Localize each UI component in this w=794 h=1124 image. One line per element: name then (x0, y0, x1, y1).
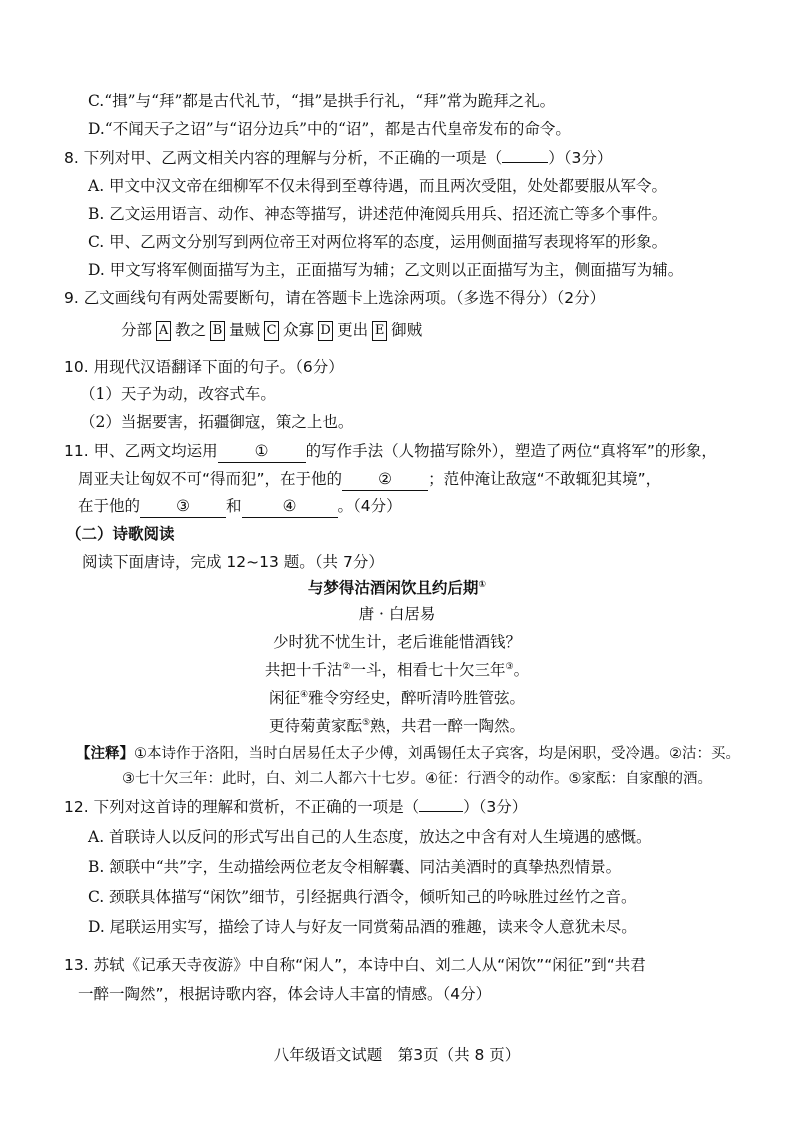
poem-note-5: ⑤ (361, 717, 371, 728)
q9-choice-d[interactable]: D (318, 321, 333, 341)
q11-text-1: 11. 甲、乙两文均运用 (64, 442, 218, 460)
q8-stem-score: ）（3分） (548, 149, 613, 167)
q11-blank-4[interactable]: ④ (242, 495, 338, 518)
q11-line-1 (64, 440, 717, 463)
q13-line-2: 一醉一陶然”，根据诗歌内容，体会诗人丰富的情感。（4分） (78, 985, 492, 1003)
q9-sentence (120, 319, 423, 341)
q11-blank-3[interactable]: ③ (140, 495, 226, 518)
q9-choice-c[interactable]: C (264, 321, 279, 341)
q11-text-2: 的写作手法（人物描写除外），塑造了两位“真将军”的形象， (305, 442, 717, 460)
poem-line-4a: 更待菊黄家酝 (268, 717, 362, 735)
poem-line-4b: 熟，共君一醉一陶然。 (370, 717, 526, 735)
poem-line-3a: 闲征 (268, 689, 300, 707)
notes-text-1: ①本诗作于洛阳，当时白居易任太子少傅，刘禹锡任太子宾客，均是闲职，受冷遇。②沽：买。 (134, 746, 740, 762)
q11-text-4: ；范仲淹让敌寇“不敢辄犯其境”， (428, 470, 662, 488)
q9-choice-e[interactable]: E (372, 321, 387, 341)
q11-text-6: 和 (226, 497, 242, 515)
q9-choice-a[interactable]: A (156, 321, 171, 341)
poem-line-1: 少时犹不忧生计，老后谁能惜酒钱？ (272, 633, 521, 651)
q9-segment-5: 更出 (337, 321, 369, 339)
q9-segment-1: 分部 (121, 321, 153, 339)
poem-line-3 (0, 687, 794, 709)
notes-line-1 (76, 743, 740, 765)
poem-line-3b: 雅令穷经史，醉听清吟胜管弦。 (308, 689, 526, 707)
poem-note-2: ② (342, 661, 351, 672)
q10-sentence-1: （1）天子为动，改容式车。 (80, 385, 276, 403)
poem-line-2 (0, 659, 794, 681)
q12-option-a: A. 首联诗人以反问的形式写出自己的人生态度，放达之中含有对人生境遇的感慨。 (88, 828, 652, 846)
q8-option-a: A. 甲文中汉文帝在细柳军不仅未得到至尊待遇，而且两次受阻，处处都要服从军令。 (88, 177, 668, 195)
poem-title-note: ① (478, 579, 487, 590)
page-footer: 八年级语文试题 第3页（共 8 页） (273, 1046, 521, 1064)
poem-line-2c: 。 (513, 661, 530, 679)
poem-line-2b: 一斗，相看七十欠三年 (350, 661, 506, 679)
q12-option-c: C. 颈联具体描写“闲饮”细节，引经据典行酒令，倾听知己的吟咏胜过丝竹之音。 (88, 888, 637, 906)
notes-line-2: ③七十欠三年：此时，白、刘二人都六十七岁。④征：行酒令的动作。⑤家酝：自家酿的酒。 (122, 771, 712, 787)
section-2-intro: 阅读下面唐诗，完成 12~13 题。（共 7分） (82, 553, 384, 571)
q8-option-d: D. 甲文写将军侧面描写为主，正面描写为辅；乙文则以正面描写为主，侧面描写为辅。 (88, 261, 684, 279)
q12-stem-score: ）（3分） (463, 798, 528, 816)
q10-sentence-2: （2）当据要害，拓疆御寇，策之上也。 (80, 413, 354, 431)
q12-option-b: B. 颔联中“共”字，生动描绘两位老友令相解囊、同沽美酒时的真挚热烈情景。 (88, 858, 622, 876)
q11-text-7: 。（4分） (337, 497, 402, 515)
q12-stem-text: 12. 下列对这首诗的理解和赏析，不正确的一项是（ (64, 798, 420, 816)
q8-option-c: C. 甲、乙两文分别写到两位帝王对两位将军的态度，运用侧面描写表现将军的形象。 (88, 233, 668, 251)
q9-stem: 9. 乙文画线句有两处需要断句，请在答题卡上选涂两项。（多选不得分）（2分） (64, 289, 606, 307)
poem-line-4 (0, 715, 794, 737)
q12-option-d: D. 尾联运用实写，描绘了诗人与好友一同赏菊品酒的雅趣，读来令人意犹未尽。 (88, 918, 637, 936)
notes-label: 【注释】 (76, 746, 134, 762)
q10-stem: 10. 用现代汉语翻译下面的句子。（6分） (64, 358, 344, 376)
q8-answer-blank[interactable] (502, 162, 548, 163)
poem-author: 唐 · 白居易 (358, 605, 436, 623)
q9-choice-b[interactable]: B (210, 321, 225, 341)
q11-text-3: 周亚夫让匈奴不可“得而犯”，在于他的 (78, 470, 343, 488)
q11-line-2 (78, 468, 661, 491)
q11-text-5: 在于他的 (78, 497, 141, 515)
poem-note-3: ③ (505, 661, 514, 672)
q9-segment-4: 众寡 (283, 321, 315, 339)
q12-stem (64, 796, 527, 818)
q11-blank-1[interactable]: ① (218, 440, 306, 463)
q9-segment-3: 量贼 (229, 321, 261, 339)
poem-note-4: ④ (299, 689, 309, 700)
q9-segment-6: 御贼 (391, 321, 423, 339)
q13-line-1: 13. 苏轼《记承天寺夜游》中自称“闲人”，本诗中白、刘二人从“闲饮”“闲征”到“共君 (64, 956, 646, 974)
q8-option-b: B. 乙文运用语言、动作、神态等描写，讲述范仲淹阅兵用兵、招还流亡等多个事件。 (88, 205, 668, 223)
q7-option-c: C.“揖”与“拜”都是古代礼节，“揖”是拱手行礼，“拜”常为跪拜之礼。 (88, 92, 556, 110)
q8-stem-text: 8. 下列对甲、乙两文相关内容的理解与分析，不正确的一项是（ (64, 149, 503, 167)
poem-line-2a: 共把十千沽 (264, 661, 343, 679)
q12-answer-blank[interactable] (419, 811, 463, 812)
section-2-title: （二）诗歌阅读 (66, 525, 175, 543)
q9-segment-2: 教之 (175, 321, 207, 339)
poem-title (0, 577, 794, 599)
q11-line-3 (78, 495, 402, 518)
q8-stem (64, 147, 612, 169)
q7-option-d: D.“不闻天子之诏”与“诏分边兵”中的“诏”，都是古代皇帝发布的命令。 (88, 120, 571, 138)
poem-title-text: 与梦得沽酒闲饮且约后期 (307, 579, 479, 597)
q11-blank-2[interactable]: ② (342, 468, 428, 491)
